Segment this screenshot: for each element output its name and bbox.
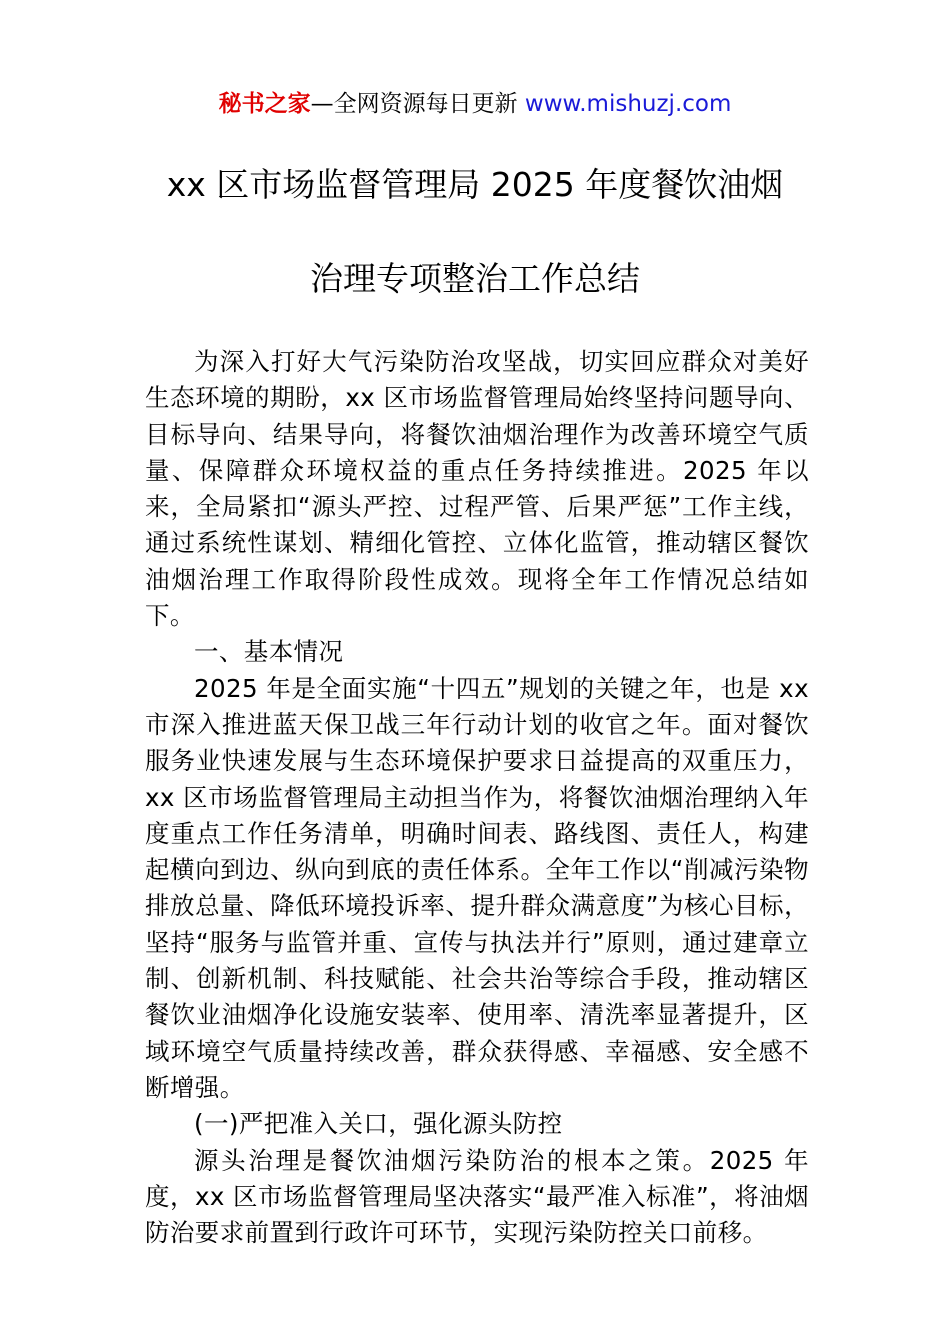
site-brand-name: 秘书之家 (218, 91, 311, 117)
site-slogan: —全网资源每日更新 (310, 91, 525, 117)
section-heading-basic-situation: 一、基本情况 (194, 637, 344, 667)
intro-paragraph: 为深入打好大气污染防治攻坚战，切实回应群众对美好生态环境的期盼，xx 区市场监督管理局始终坚持问题导向、目标导向、结果导向，将餐饮油烟治理作为改善环境空气质量、保障群众环境权益的重点任务持续推进。2025 年以来，全局紧扣“源头严控、过程严管、后果严惩”工作主线，通过系统性谋划、精细化管控、立体化监管，推动辖区餐饮油烟治理工作取得阶段性成效。现将全年工作情况总结如下。 (145, 347, 809, 631)
document-body (145, 344, 809, 1251)
basic-situation-paragraph: 2025 年是全面实施“十四五”规划的关键之年，也是 xx 市深入推进蓝天保卫战三年行动计划的收官之年。面对餐饮服务业快速发展与生态环境保护要求日益提高的双重压力，xx 区市场监督管理局主动担当作为，将餐饮油烟治理纳入年度重点工作任务清单，明确时间表、路线图、责任人，构建起横向到边、纵向到底的责任体系。全年工作以“削减污染物排放总量、降低环境投诉率、提升群众满意度”为核心目标，坚持“服务与监管并重、宣传与执法并行”原则，通过建章立制、创新机制、科技赋能、社会共治等综合手段，推动辖区餐饮业油烟净化设施安装率、使用率、清洗率显著提升，区域环境空气质量持续改善，群众获得感、幸福感、安全感不断增强。 (145, 673, 809, 1102)
site-header-banner (0, 86, 950, 122)
subsection-heading-source-control: (一)严把准入关口，强化源头防控 (194, 1109, 563, 1139)
site-url-link[interactable]: www.mishuzj.com (524, 91, 732, 117)
source-control-paragraph: 源头治理是餐饮油烟污染防治的根本之策。2025 年度，xx 区市场监督管理局坚决落实“最严准入标准”，将油烟防治要求前置到行政许可环节，实现污染防控关口前移。 (145, 1145, 809, 1248)
document-title-line-1: xx 区市场监督管理局 2025 年度餐饮油烟 (166, 165, 784, 204)
document-title-line-2: 治理专项整治工作总结 (310, 259, 640, 298)
